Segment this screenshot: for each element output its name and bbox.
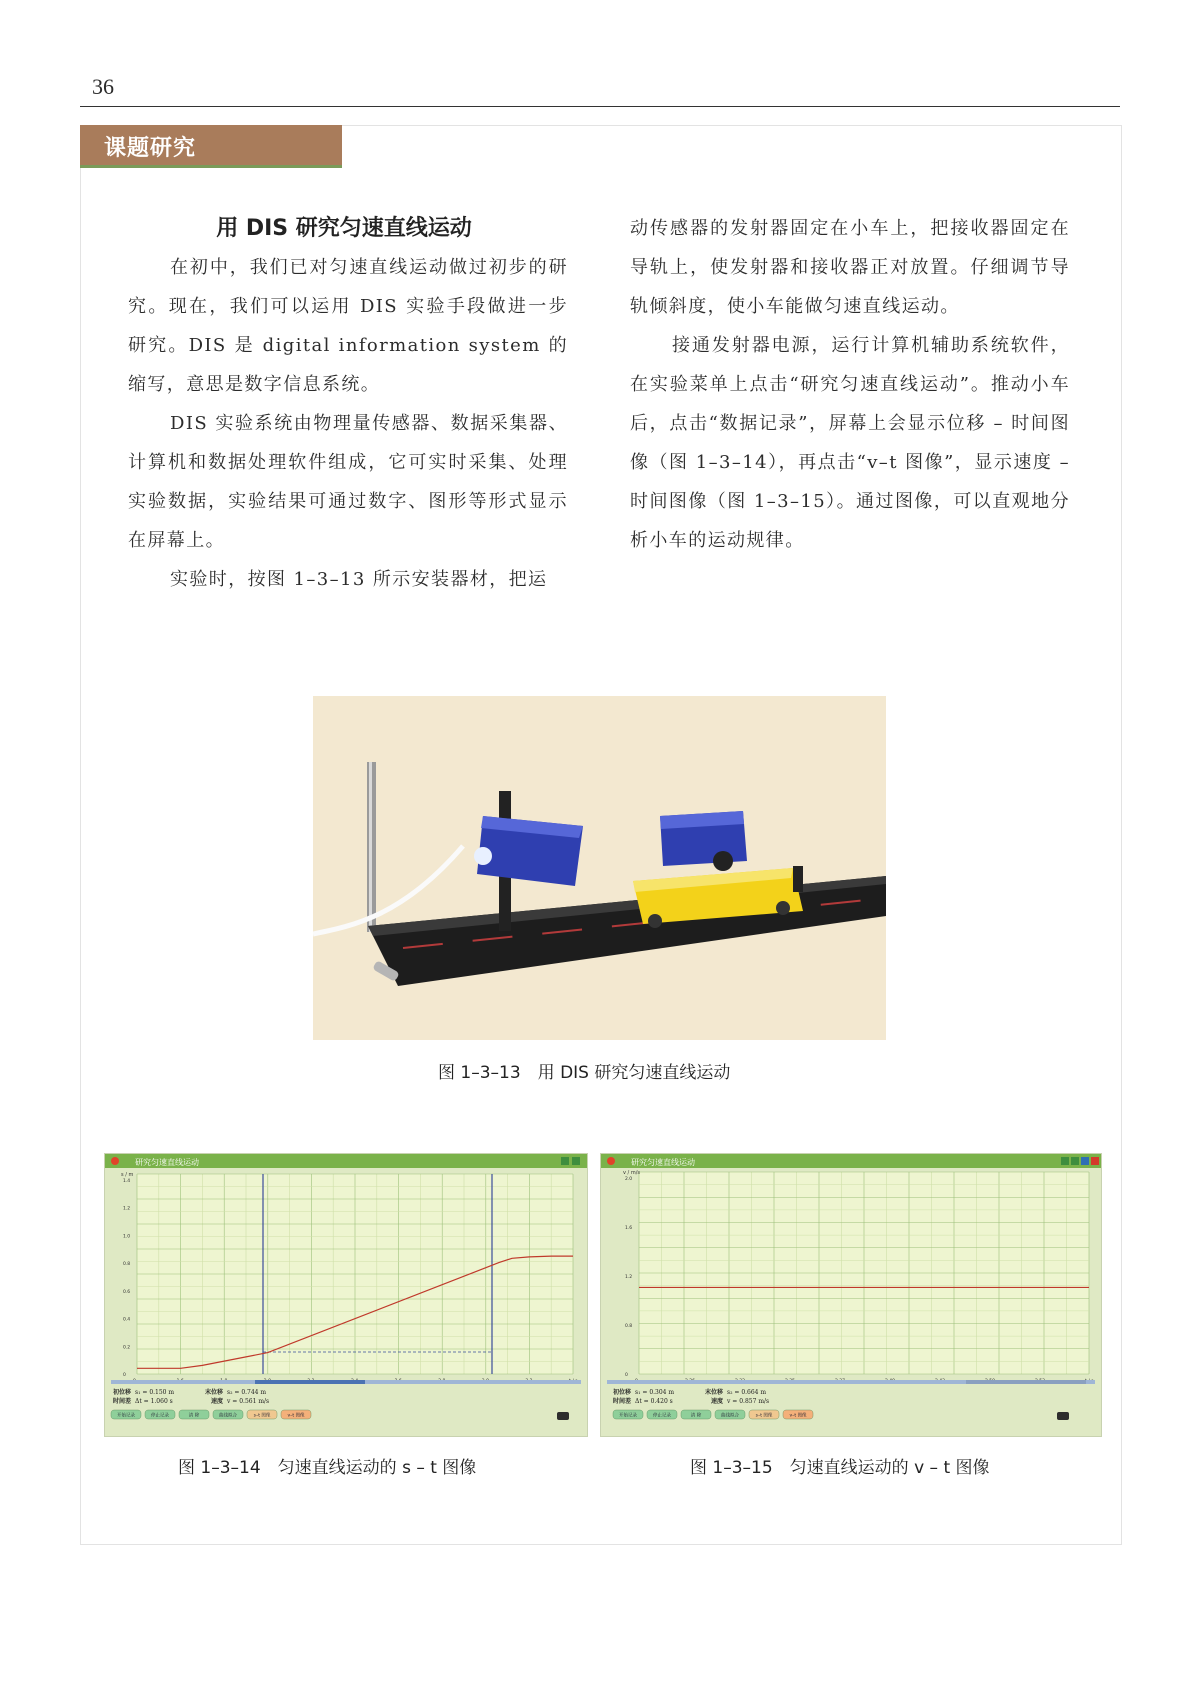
- readout-value: v = 0.857 m/s: [727, 1398, 770, 1405]
- photo-caption: 图 1–3–13 用 DIS 研究匀速直线运动: [438, 1063, 731, 1083]
- readout-value: s₁ = 0.150 m: [135, 1389, 175, 1396]
- toolbar-button-label: s–t 图像: [253, 1413, 271, 1419]
- paragraph: 动传感器的发射器固定在小车上，把接收器固定在导轨上，使发射器和接收器正对放置。仔细调节导轨倾斜度，使小车能做匀速直线运动。: [630, 218, 1070, 317]
- minimize-icon[interactable]: [1061, 1157, 1069, 1165]
- readout-value: v = 0.561 m/s: [227, 1398, 270, 1405]
- left-column: [128, 248, 568, 599]
- y-axis-label: v / m/s: [623, 1170, 640, 1176]
- section-tab: [80, 125, 342, 168]
- readout-value: s₂ = 0.744 m: [227, 1389, 267, 1396]
- close-icon[interactable]: [1091, 1157, 1099, 1165]
- article-title: 用 DIS 研究匀速直线运动: [216, 216, 472, 241]
- minimize-icon[interactable]: [561, 1157, 569, 1165]
- readout-value: s₁ = 0.304 m: [635, 1389, 675, 1396]
- readout-label: 速度: [711, 1398, 724, 1405]
- y-tick-label: 0.8: [625, 1324, 633, 1329]
- right-column: [630, 209, 1070, 560]
- camera-icon[interactable]: [557, 1412, 569, 1420]
- readout-label: 末位移: [205, 1389, 224, 1396]
- vt-caption: 图 1–3–15 匀速直线运动的 v – t 图像: [690, 1458, 990, 1478]
- help-icon[interactable]: [1071, 1157, 1079, 1165]
- y-tick-label: 0.4: [123, 1317, 131, 1323]
- readout-value: Δt = 0.420 s: [635, 1398, 673, 1405]
- toolbar-button-label: v–t 图像: [789, 1413, 807, 1419]
- y-axis-label: s / m: [121, 1172, 134, 1178]
- paragraph: 接通发射器电源，运行计算机辅助系统软件，在实验菜单上点击“研究匀速直线运动”。推动小车后，点击“数据记录”，屏幕上会显示位移 – 时间图像（图 1–3–14），再点击“v–t 图像”，显示速度 – 时间图像（图 1–3–15）。通过图像，可以直观地分析小车的运动规律。: [630, 335, 1070, 551]
- readout-label: 速度: [211, 1398, 224, 1405]
- toolbar-button-label: 清 除: [690, 1413, 702, 1419]
- apparatus-photo: [313, 696, 886, 1040]
- window-title: 研究匀速直线运动: [631, 1158, 695, 1167]
- paragraph: 实验时，按图 1–3–13 所示安装器材，把运: [170, 569, 548, 590]
- toolbar-button-label: 清 除: [188, 1413, 200, 1419]
- y-tick-label: 1.6: [625, 1226, 633, 1231]
- y-tick-label: 0: [625, 1373, 628, 1378]
- readout-label: 时间差: [613, 1398, 632, 1405]
- toolbar-button-label: v–t 图像: [287, 1413, 305, 1419]
- vt-software-screen: [600, 1153, 1102, 1437]
- y-tick-label: 0.2: [123, 1345, 131, 1351]
- paragraph: DIS 实验系统由物理量传感器、数据采集器、计算机和数据处理软件组成，它可实时采集、处理实验数据，实验结果可通过数字、图形等形式显示在屏幕上。: [128, 413, 568, 551]
- toolbar-button-label: 开始记录: [117, 1413, 135, 1419]
- readout-label: 末位移: [705, 1389, 724, 1396]
- st-software-screen: [104, 1153, 588, 1437]
- toolbar-button-label: 曲线拟合: [219, 1413, 237, 1419]
- page-number: 36: [92, 74, 114, 99]
- toolbar-button-label: 曲线拟合: [721, 1413, 739, 1419]
- readout-value: Δt = 1.060 s: [135, 1398, 173, 1405]
- readout-value: s₂ = 0.664 m: [727, 1389, 767, 1396]
- toolbar-button-label: 停止记录: [653, 1413, 671, 1419]
- y-tick-label: 1.2: [123, 1206, 131, 1212]
- app-logo-icon: [607, 1157, 615, 1165]
- toolbar-button-label: 停止记录: [151, 1413, 169, 1419]
- camera-icon[interactable]: [1057, 1412, 1069, 1420]
- y-tick-label: 1.4: [123, 1179, 131, 1184]
- y-tick-label: 0.6: [123, 1289, 131, 1295]
- readout-label: 时间差: [113, 1398, 132, 1405]
- y-tick-label: 0.8: [123, 1262, 131, 1268]
- scrollbar-thumb[interactable]: [966, 1380, 1086, 1384]
- help-icon[interactable]: [572, 1157, 580, 1165]
- paragraph: 在初中，我们已对匀速直线运动做过初步的研究。现在，我们可以运用 DIS 实验手段做进一步研究。DIS 是 digital information system 的缩写，意思是数字信息系统。: [128, 257, 568, 395]
- y-tick-label: 1.2: [625, 1275, 633, 1280]
- maximize-icon[interactable]: [1081, 1157, 1089, 1165]
- toolbar-button-label: s–t 图像: [755, 1413, 773, 1419]
- st-caption: 图 1–3–14 匀速直线运动的 s – t 图像: [178, 1458, 477, 1478]
- header-rule: [80, 106, 1120, 107]
- readout-label: 初位移: [613, 1389, 632, 1396]
- y-tick-label: 2.0: [625, 1177, 633, 1182]
- scrollbar-thumb[interactable]: [255, 1380, 365, 1384]
- section-tab-label: 课题研究: [104, 136, 197, 161]
- app-logo-icon: [111, 1157, 119, 1165]
- y-tick-label: 0: [123, 1373, 126, 1378]
- y-tick-label: 1.0: [123, 1234, 131, 1240]
- readout-label: 初位移: [113, 1389, 132, 1396]
- toolbar-button-label: 开始记录: [619, 1413, 637, 1419]
- window-title: 研究匀速直线运动: [135, 1158, 199, 1167]
